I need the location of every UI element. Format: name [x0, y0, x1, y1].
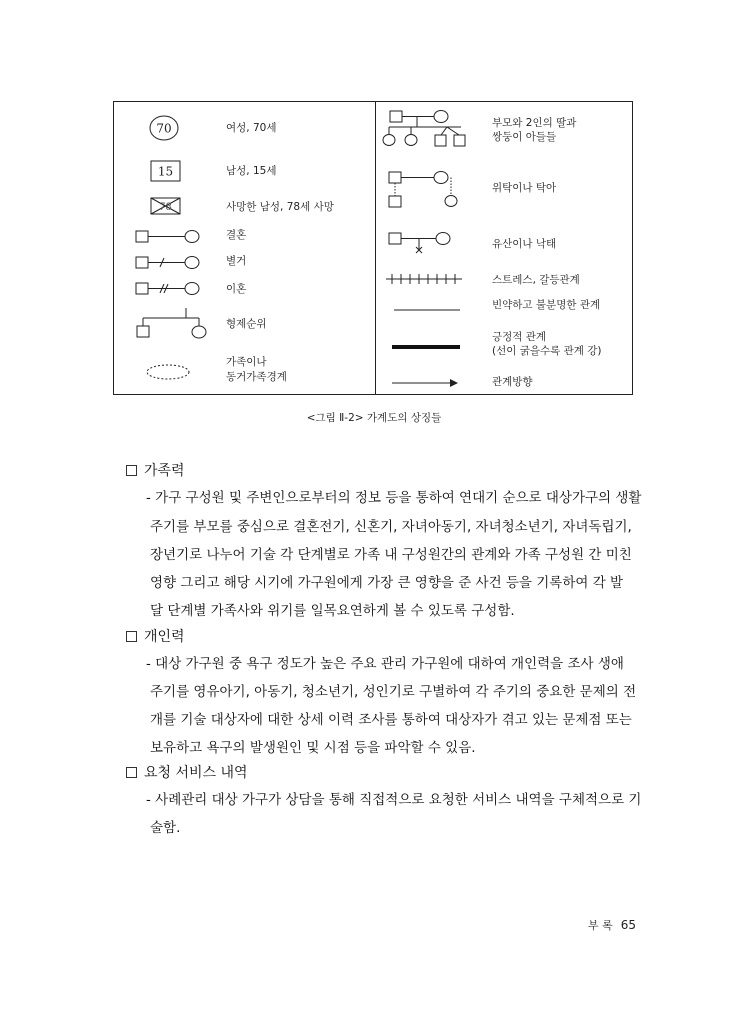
body-line: 보유하고 욕구의 발생원인 및 시점 등을 파악할 수 있음.: [150, 740, 476, 756]
section-heading-personal-history: [126, 626, 185, 646]
sibling-order-symbol-icon: [133, 307, 213, 341]
weak-relation-line-icon: [392, 306, 462, 314]
page-footer: [588, 917, 636, 933]
section-heading-family-history: [126, 460, 185, 480]
section-heading-text: 가족력: [144, 463, 185, 479]
body-line: 술함.: [150, 820, 181, 836]
legend-label-female: 여성, 70세: [226, 122, 277, 134]
household-boundary-symbol-icon: [144, 362, 192, 382]
legend-label-boundary-2: 동거가족경계: [226, 371, 287, 383]
body-line: 주기를 영유아기, 아동기, 청소년기, 성인기로 구별하여 각 주기의 중요한 문제의 전: [150, 684, 637, 700]
checkbox-bullet-icon: [126, 767, 137, 778]
legend-label-direction: 관계방향: [492, 376, 533, 388]
checkbox-bullet-icon: [126, 631, 137, 642]
legend-label-positive-2: (선이 굵을수록 관계 강): [492, 345, 602, 357]
body-line: - 대상 가구원 중 욕구 정도가 높은 주요 관리 가구원에 대하여 개인력을 조사 생애: [146, 656, 624, 672]
marriage-symbol-icon: [135, 229, 205, 245]
genogram-legend-box: [113, 101, 633, 395]
legend-label-miscarriage: 유산이나 낙태: [492, 238, 557, 250]
legend-label-marriage: 결혼: [226, 229, 247, 241]
conflict-line-icon: [384, 272, 464, 286]
body-line: 달 단계별 가족사와 위기를 일목요연하게 볼 수 있도록 구성함.: [150, 603, 515, 619]
body-line: 장년기로 나누어 기술 각 단계별로 가족 내 구성원간의 관계와 가족 구성원 간 미친: [150, 547, 632, 563]
female-symbol-icon: [148, 114, 180, 142]
legend-label-weak-relation: 빈약하고 불분명한 관계: [492, 299, 601, 311]
positive-relation-line-icon: [390, 342, 462, 352]
page-number: 65: [620, 918, 637, 932]
legend-label-sibling-order: 형제순위: [226, 318, 267, 330]
body-line: 개를 기술 대상자에 대한 상세 이력 조사를 통하여 대상자가 겪고 있는 문제점 또는: [150, 712, 632, 728]
legend-label-family-twins-2: 쌍둥이 아들들: [492, 131, 557, 143]
family-twins-symbol-icon: [379, 108, 469, 148]
body-line: 주기를 부모를 중심으로 결혼전기, 신혼기, 자녀아동기, 자녀청소년기, 자녀독립기,: [150, 519, 632, 535]
foster-symbol-icon: [384, 170, 464, 208]
separation-symbol-icon: [135, 255, 205, 271]
divorce-symbol-icon: [135, 281, 205, 297]
legend-label-conflict: 스트레스, 갈등관계: [492, 274, 580, 286]
legend-label-separation: 별거: [226, 255, 247, 267]
legend-label-divorce: 이혼: [226, 283, 247, 295]
legend-label-positive-1: 긍정적 관계: [492, 331, 547, 343]
relation-direction-arrow-icon: [390, 377, 460, 389]
body-line: - 사례관리 대상 가구가 상담을 통해 직접적으로 요청한 서비스 내역을 구체적으로 기: [146, 792, 642, 808]
body-line: 영향 그리고 해당 시기에 가구원에게 가장 큰 영향을 준 사건 등을 기록하여 각 발: [150, 575, 624, 591]
legend-label-family-twins-1: 부모와 2인의 딸과: [492, 117, 577, 129]
legend-divider: [375, 102, 376, 394]
legend-label-boundary-1: 가족이나: [226, 356, 267, 368]
section-heading-text: 요청 서비스 내역: [144, 765, 248, 781]
male-age-text: 15: [157, 164, 174, 179]
section-heading-requested-services: [126, 762, 248, 782]
body-line: - 가구 구성원 및 주변인으로부터의 정보 등을 통하여 연대기 순으로 대상가구의 생활: [146, 490, 642, 506]
female-age-text: 70: [156, 121, 172, 136]
legend-label-deceased: 사망한 남성, 78세 사망: [226, 201, 334, 213]
checkbox-bullet-icon: [126, 465, 137, 476]
miscarriage-symbol-icon: [388, 231, 460, 257]
deceased-male-symbol-icon: [150, 197, 182, 217]
deceased-age-text: 78: [159, 202, 172, 213]
footer-section-label: 부 록: [588, 919, 613, 932]
figure-caption: <그림 Ⅱ-2> 가계도의 상징들: [306, 412, 442, 424]
legend-label-foster: 위탁이나 탁아: [492, 182, 557, 194]
section-heading-text: 개인력: [144, 629, 185, 645]
legend-label-male: 남성, 15세: [226, 165, 277, 177]
male-symbol-icon: [150, 160, 182, 184]
